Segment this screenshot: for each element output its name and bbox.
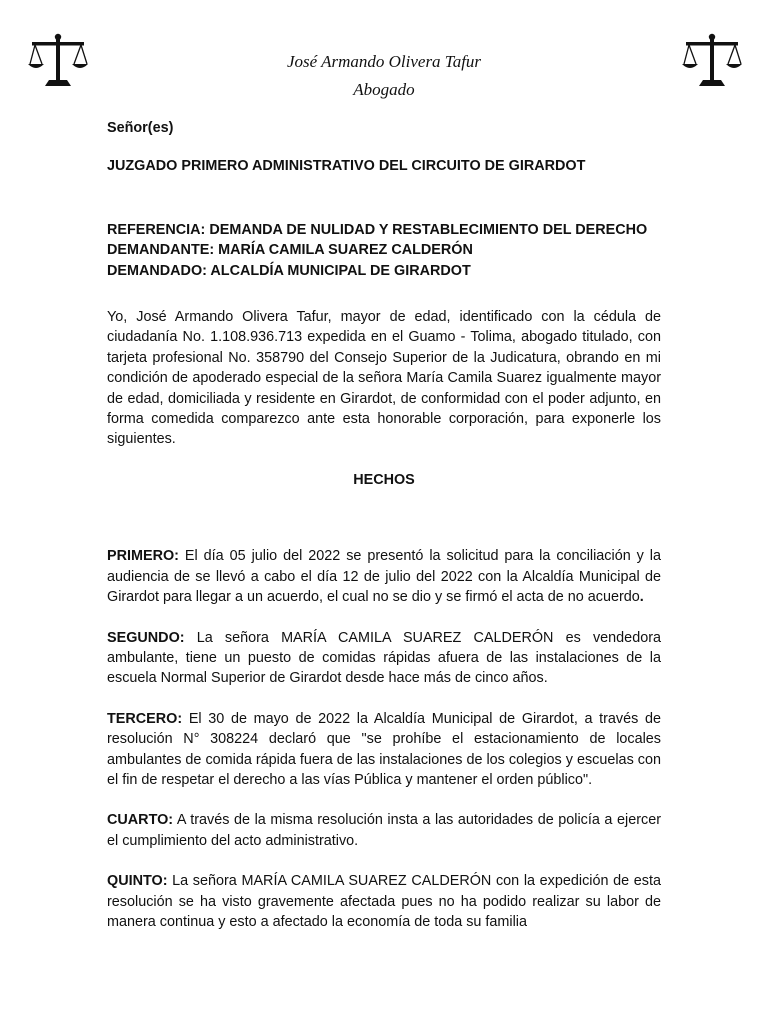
section-title: HECHOS bbox=[353, 471, 415, 488]
letterhead bbox=[0, 48, 768, 104]
fact-paragraph bbox=[107, 628, 661, 689]
fact-text: El 30 de mayo de 2022 la Alcaldía Municipal de Girardot, a través de resolución N° 308224 declaró que "se prohíbe el estacionamiento de locales ambulantes de comida rápida fuera de las instalaciones de los colegios y escuelas con el fin de respetar el derecho a las vías Pública y mantener el orden público". bbox=[107, 710, 661, 788]
fact-suffix: . bbox=[639, 589, 644, 606]
fact-text: La señora MARÍA CAMILA SUAREZ CALDERÓN es vendedora ambulante, tiene un puesto de comidas rápidas afuera de las instalaciones de la escuela Normal Superior de Girardot desde hace más de cinco años. bbox=[107, 629, 661, 687]
fact-paragraph bbox=[107, 810, 661, 851]
intro-paragraph: Yo, José Armando Olivera Tafur, mayor de edad, identificado con la cédula de ciudadanía No. 1.108.936.713 expedida en el Guamo - Tolima, abogado titulado, con tarjeta profesional No. 358790 del Consejo Superior de la Judicatura, obrando en mi condición de apoderado especial de la señora María Camila Suarez igualmente mayor de edad, domiciliada y residente en Girardot, de conformidad con el poder adjunto, en forma comedida comparezco ante esta honorable corporación, para exponerle los siguientes. bbox=[107, 309, 661, 448]
fact-label: CUARTO: bbox=[107, 812, 174, 829]
fact-text: La señora MARÍA CAMILA SUAREZ CALDERÓN con la expedición de esta resolución se ha visto gravemente afectada pues no ha podido realizar su labor de manera continua y esto a afectado la economía de toda su familia bbox=[107, 873, 661, 930]
fact-text: El día 05 julio del 2022 se presentó la solicitud para la conciliación y la audiencia de se llevó a cabo el día 12 de julio del 2022 con la Alcaldía Municipal de Girardot para llegar a un acuerdo, el cual no se dio y se firmó el acta de no acuerdo bbox=[107, 548, 661, 606]
fact-text: A través de la misma resolución insta a las autoridades de policía a ejercer el cumplimiento del acto administrativo. bbox=[107, 812, 661, 849]
fact-paragraph bbox=[107, 871, 661, 932]
fact-paragraph bbox=[107, 546, 661, 607]
reference-line: REFERENCIA: DEMANDA DE NULIDAD Y RESTABLECIMIENTO DEL DERECHO bbox=[107, 221, 648, 238]
fact-label: PRIMERO: bbox=[107, 548, 179, 565]
salutation: Señor(es) bbox=[107, 120, 174, 136]
plaintiff-line: DEMANDANTE: MARÍA CAMILA SUAREZ CALDERÓN bbox=[107, 242, 473, 259]
fact-paragraph bbox=[107, 709, 661, 791]
lawyer-title: Abogado bbox=[353, 80, 415, 99]
lawyer-name: José Armando Olivera Tafur bbox=[286, 52, 482, 71]
defendant-line: DEMANDADO: ALCALDÍA MUNICIPAL DE GIRARDOT bbox=[107, 262, 471, 279]
fact-label: TERCERO: bbox=[107, 710, 183, 727]
fact-label: SEGUNDO: bbox=[107, 629, 185, 646]
court-name: JUZGADO PRIMERO ADMINISTRATIVO DEL CIRCUITO DE GIRARDOT bbox=[107, 158, 586, 175]
fact-label: QUINTO: bbox=[107, 873, 168, 890]
letter-body bbox=[107, 118, 661, 932]
